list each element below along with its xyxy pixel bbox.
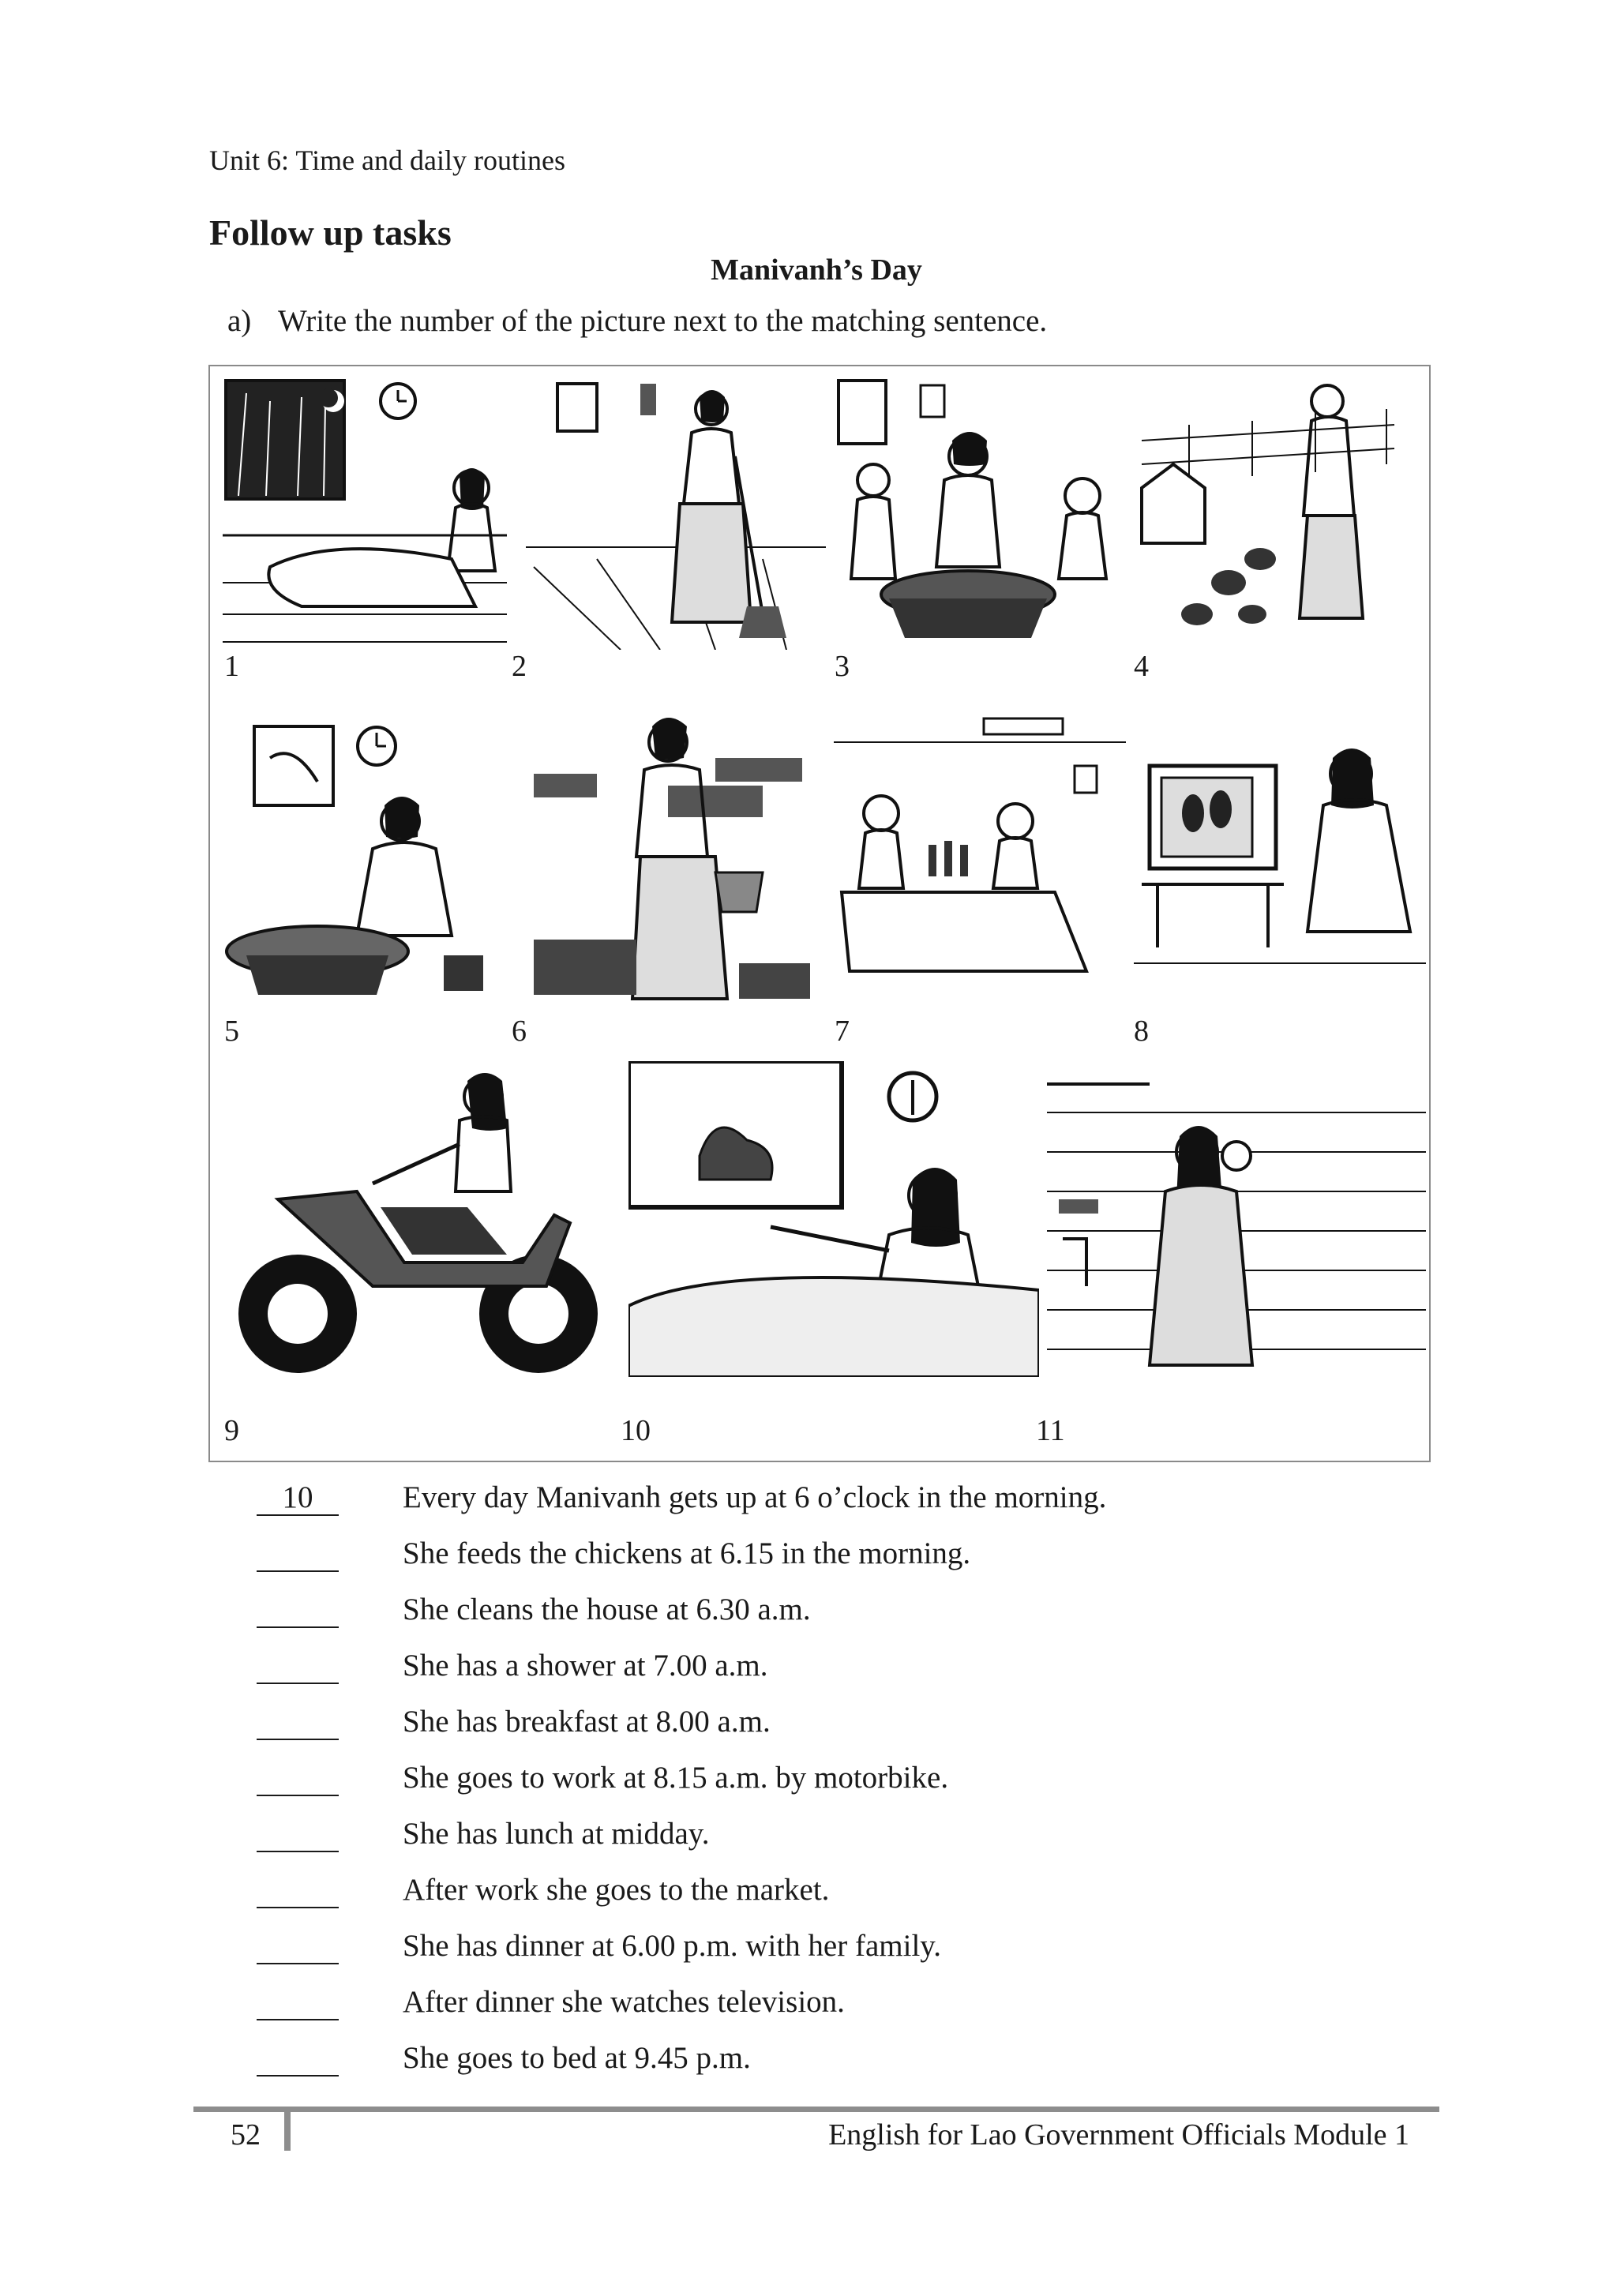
office-lunch-illustration: [834, 711, 1126, 1007]
instruction-text: Write the number of the picture next to the matching sentence.: [278, 304, 1048, 338]
sentence-row: [0, 1480, 1617, 1527]
picture-2: [526, 377, 826, 650]
sentence-row: [0, 2040, 1617, 2088]
answer-blank[interactable]: [257, 1816, 339, 1852]
sentence-text: She has dinner at 6.00 p.m. with her family.: [403, 1929, 942, 1963]
answer-blank[interactable]: 10: [257, 1480, 339, 1516]
picture-number: 2: [512, 650, 527, 683]
sentence-text: After work she goes to the market.: [403, 1873, 830, 1907]
waking-at-night-illustration: [223, 377, 507, 650]
sentence-row: [0, 1984, 1617, 2032]
picture-number: 9: [224, 1414, 239, 1447]
picture-number: 4: [1134, 650, 1149, 683]
picture-grid: [208, 365, 1431, 1462]
answer-blank[interactable]: [257, 1704, 339, 1740]
picture-number: 3: [835, 650, 850, 683]
picture-7: [834, 711, 1126, 1007]
family-meal-illustration: [834, 377, 1126, 650]
answer-blank[interactable]: [257, 1648, 339, 1684]
picture-5: [223, 711, 507, 1007]
picture-6: [518, 711, 822, 1007]
footer-divider: [284, 2107, 291, 2151]
answer-blank[interactable]: [257, 2040, 339, 2077]
picture-number: 7: [835, 1015, 850, 1048]
instruction: [227, 303, 1047, 339]
sentence-text: She goes to work at 8.15 a.m. by motorbike.: [403, 1761, 949, 1795]
sentence-row: [0, 1648, 1617, 1695]
answer-blank[interactable]: [257, 1928, 339, 1964]
book-title: English for Lao Government Officials Module 1: [828, 2118, 1409, 2152]
getting-up-illustration: [628, 1061, 1039, 1377]
sentence-text: She cleans the house at 6.30 a.m.: [403, 1593, 811, 1626]
picture-4: [1134, 377, 1426, 650]
picture-1: [223, 377, 507, 650]
sentence-row: [0, 1536, 1617, 1583]
eating-at-table-illustration: [223, 711, 507, 1007]
picture-8: [1134, 711, 1426, 1007]
watching-tv-illustration: [1134, 711, 1426, 1007]
picture-number: 8: [1134, 1015, 1149, 1048]
picture-9: [223, 1073, 617, 1381]
picture-11: [1047, 1081, 1426, 1381]
section-title: Follow up tasks: [209, 212, 452, 253]
story-title: Manivanh’s Day: [711, 253, 922, 287]
instruction-label: a): [227, 304, 252, 338]
picture-number: 5: [224, 1015, 239, 1048]
answer-blank[interactable]: [257, 1872, 339, 1908]
picture-3: [834, 377, 1126, 650]
sentence-text: She feeds the chickens at 6.15 in the morning.: [403, 1536, 971, 1570]
picture-number: 6: [512, 1015, 527, 1048]
sentence-text: She has a shower at 7.00 a.m.: [403, 1649, 768, 1683]
shower-illustration: [1047, 1081, 1426, 1381]
sentence-row: [0, 1816, 1617, 1863]
sentence-text: She has breakfast at 8.00 a.m.: [403, 1705, 771, 1739]
page-number: 52: [231, 2118, 261, 2152]
sentence-text: After dinner she watches television.: [403, 1985, 845, 2019]
sentence-row: [0, 1592, 1617, 1639]
sentence-text: Every day Manivanh gets up at 6 o’clock in the morning.: [403, 1480, 1107, 1514]
answer-blank[interactable]: [257, 1760, 339, 1796]
shopping-market-illustration: [518, 711, 822, 1007]
picture-10: [628, 1061, 1039, 1377]
picture-number: 11: [1036, 1414, 1065, 1447]
feeding-chickens-illustration: [1134, 377, 1426, 650]
sentence-row: [0, 1704, 1617, 1751]
riding-motorbike-illustration: [223, 1073, 617, 1381]
answer-blank[interactable]: [257, 1536, 339, 1572]
sentence-row: [0, 1872, 1617, 1919]
picture-number: 10: [621, 1414, 651, 1447]
sentence-row: [0, 1760, 1617, 1807]
sweeping-floor-illustration: [526, 377, 826, 650]
footer-rule: [193, 2107, 1439, 2112]
unit-header: Unit 6: Time and daily routines: [209, 144, 566, 176]
answer-blank[interactable]: [257, 1592, 339, 1628]
sentence-text: She goes to bed at 9.45 p.m.: [403, 2041, 751, 2075]
sentence-row: [0, 1928, 1617, 1975]
answer-blank[interactable]: [257, 1984, 339, 2020]
sentence-text: She has lunch at midday.: [403, 1817, 710, 1851]
picture-number: 1: [224, 650, 239, 683]
